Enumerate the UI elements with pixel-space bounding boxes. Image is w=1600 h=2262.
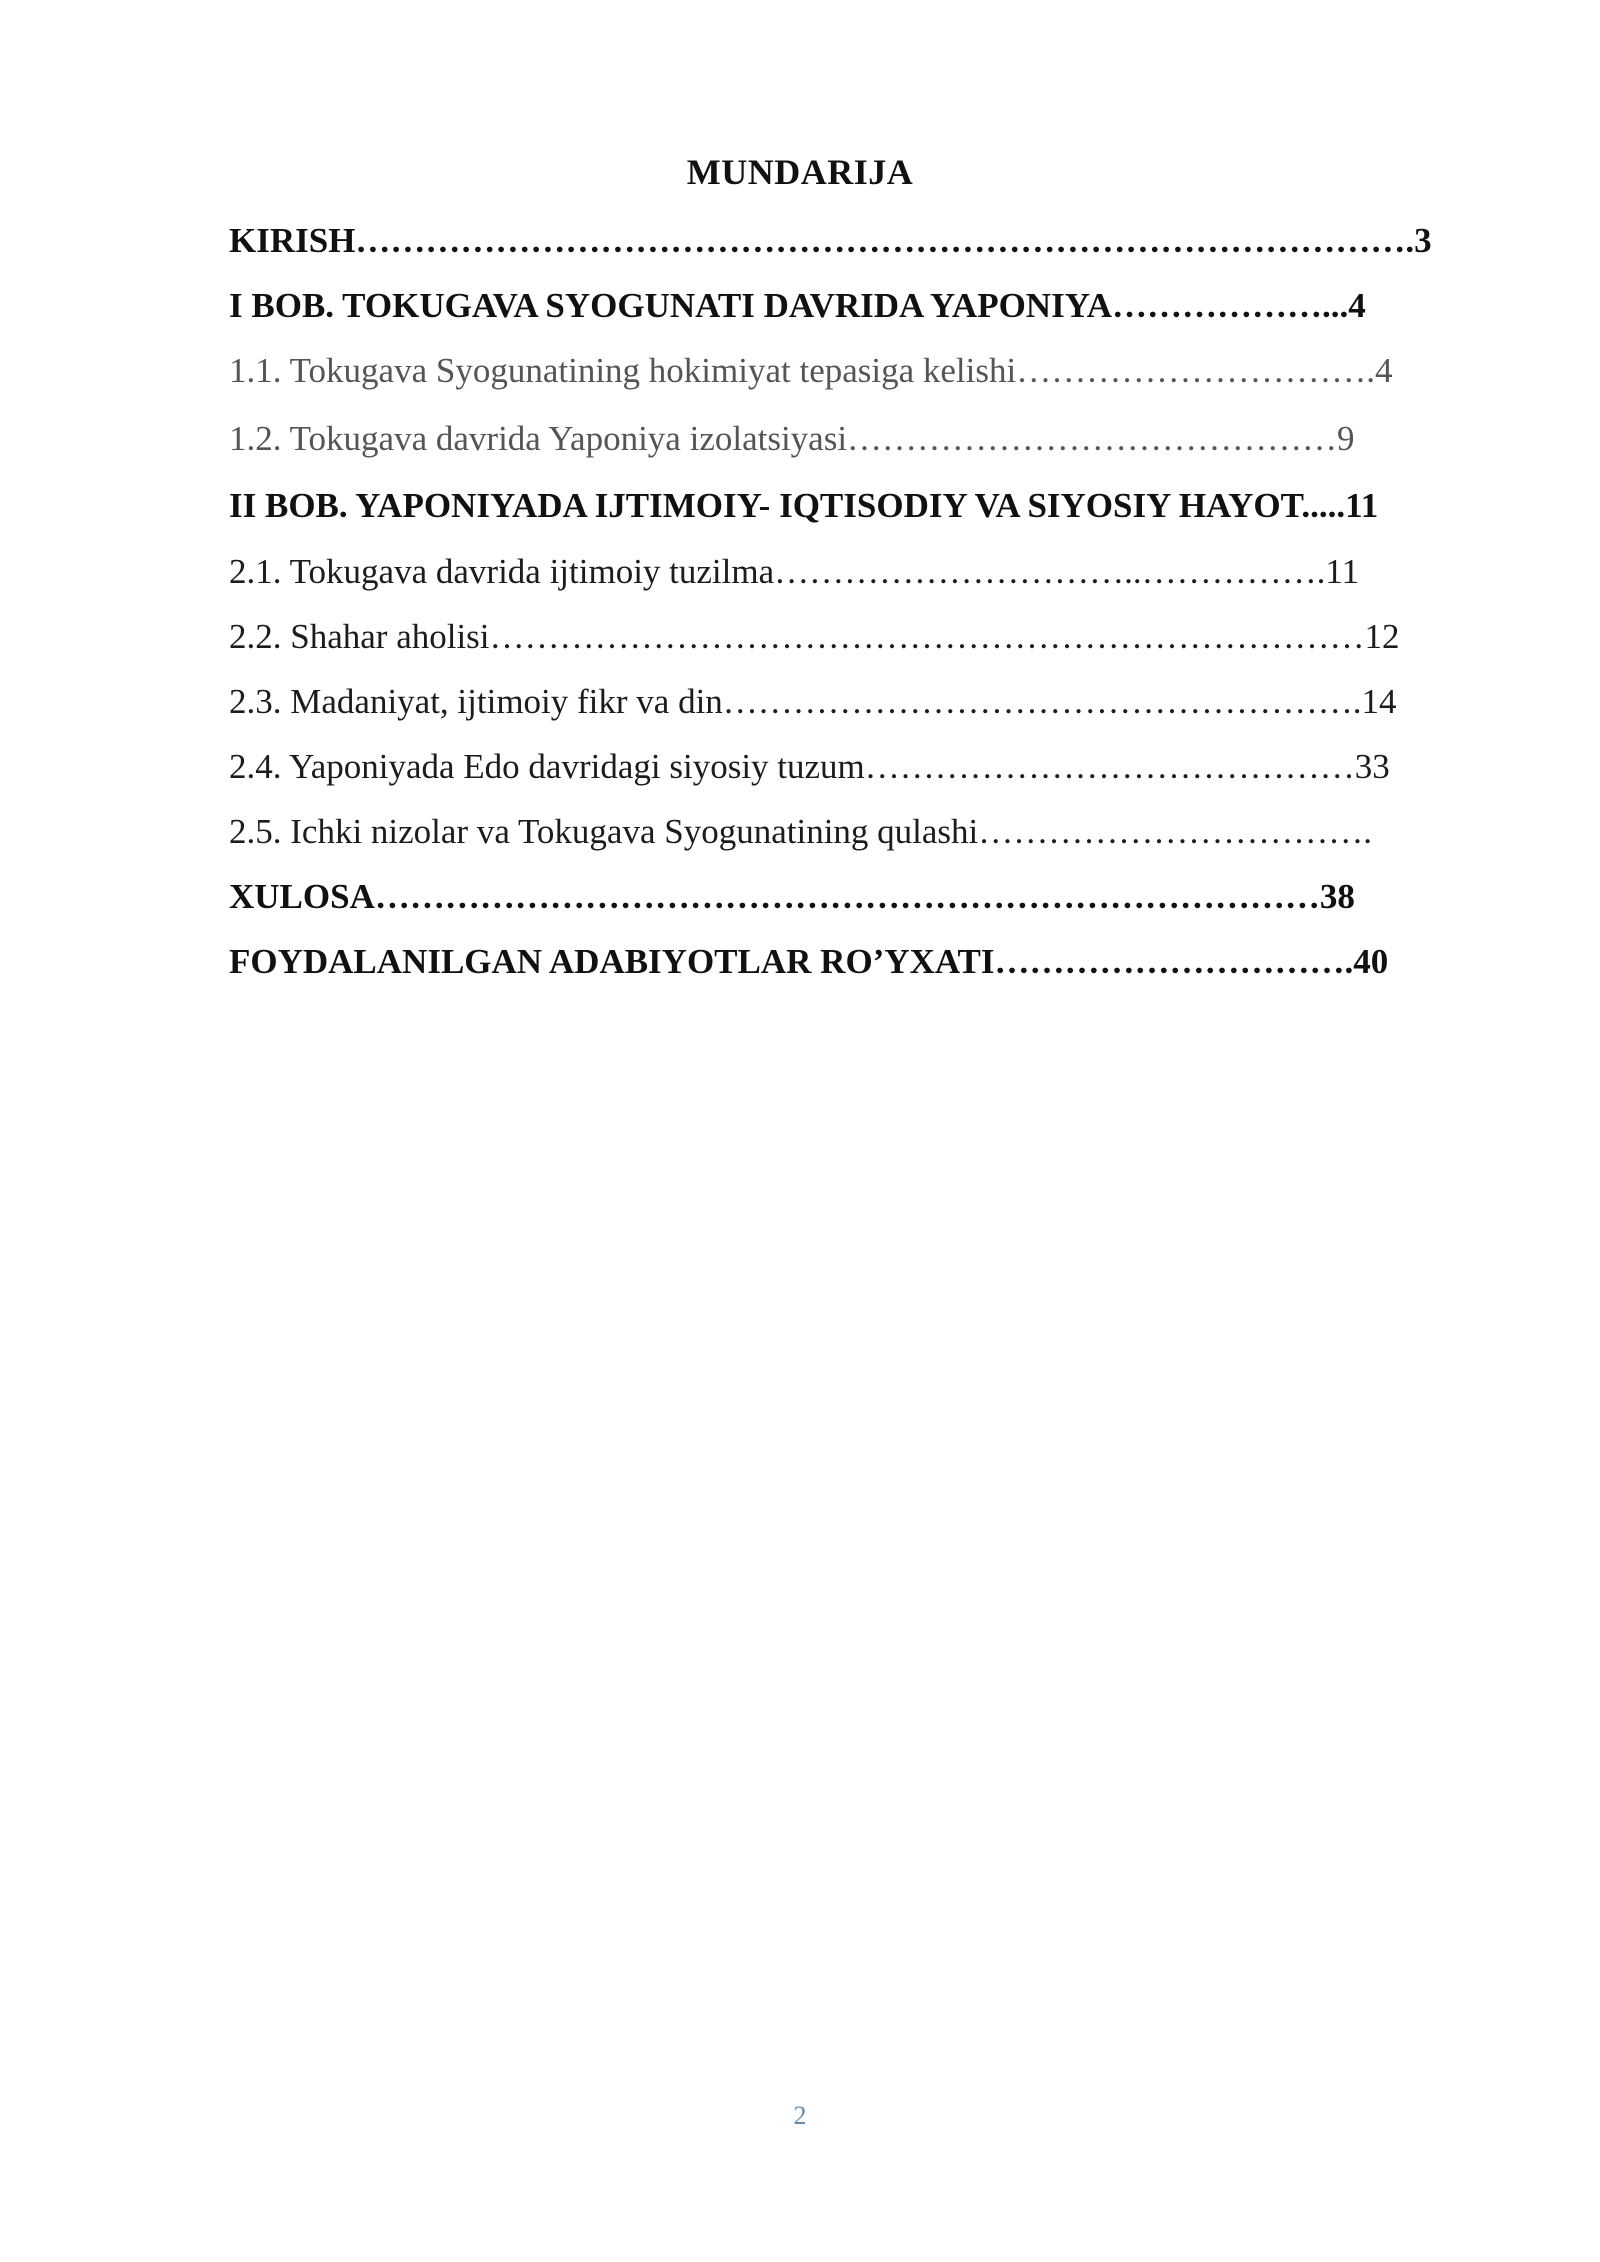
- toc-entry-kirish: KIRISH……………………………………………………………………………….3: [229, 221, 1432, 260]
- toc-entry-section-1-1: 1.1. Tokugava Syogunatining hokimiyat tepasiga kelishi………………………….4: [229, 351, 1393, 390]
- toc-entry-xulosa: XULOSA………………………………………………………………………38: [229, 877, 1355, 916]
- toc-entry-section-2-2: 2.2. Shahar aholisi…………………………………………………………………12: [229, 617, 1400, 656]
- page-number: 2: [793, 2101, 807, 2130]
- table-of-contents-title: MUNDARIJA: [686, 152, 914, 192]
- toc-entry-chapter-1: I BOB. TOKUGAVA SYOGUNATI DAVRIDA YAPONIYA………………...4: [229, 286, 1366, 325]
- toc-entry-section-2-1: 2.1. Tokugava davrida ijtimoiy tuzilma…………………………..…………….11: [229, 552, 1360, 591]
- toc-entry-bibliography: FOYDALANILGAN ADABIYOTLAR RO’YXATI………………………….40: [229, 942, 1389, 981]
- toc-entry-chapter-2: II BOB. YAPONIYADA IJTIMOIY- IQTISODIY VA SIYOSIY HAYOT.....11: [229, 486, 1379, 525]
- toc-entry-section-2-5: 2.5. Ichki nizolar va Tokugava Syogunatining qulashi…………………………….: [229, 812, 1373, 851]
- toc-entry-section-2-3: 2.3. Madaniyat, ijtimoiy fikr va din……………………………………………….14: [229, 682, 1397, 721]
- toc-entry-section-1-2: 1.2. Tokugava davrida Yaponiya izolatsiyasi……………………………………9: [229, 419, 1355, 458]
- toc-entry-section-2-4: 2.4. Yaponiyada Edo davridagi siyosiy tuzum……………………………………33: [229, 747, 1390, 786]
